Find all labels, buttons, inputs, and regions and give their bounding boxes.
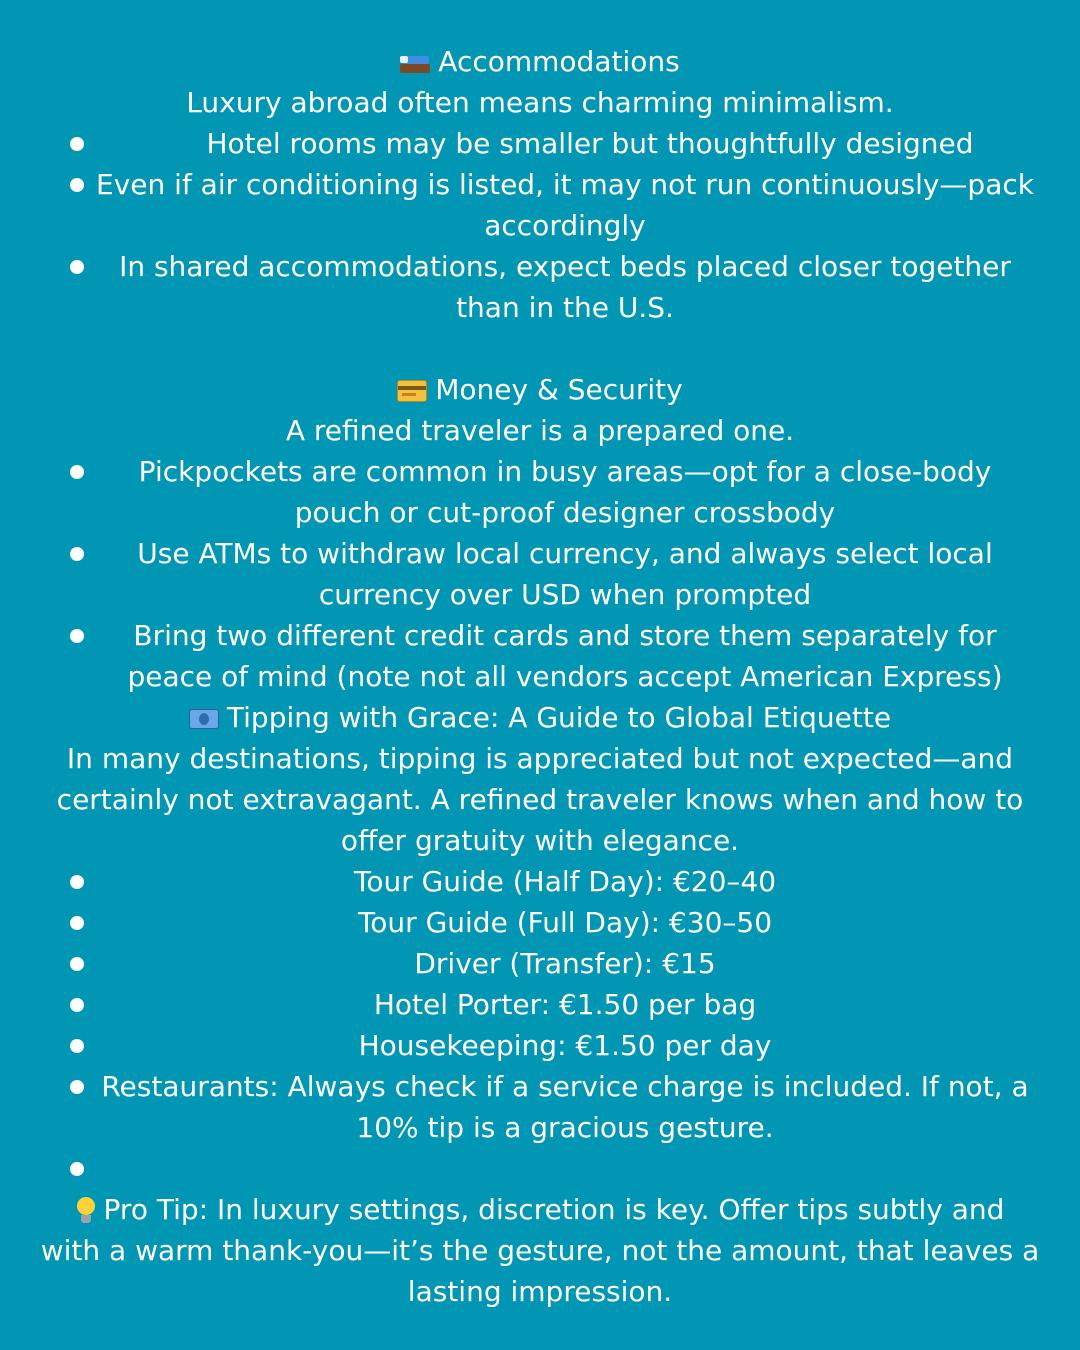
accommodations-intro: Luxury abroad often means charming minimalism.: [186, 86, 894, 119]
list-item: Tour Guide (Half Day): €20–40: [353, 865, 777, 898]
list-item-continuation: peace of mind (note not all vendors accept American Express): [127, 660, 1003, 693]
tipping-intro-line: In many destinations, tipping is appreciated but not expected—and: [66, 742, 1014, 775]
list-item: Hotel Porter: €1.50 per bag: [373, 988, 757, 1021]
list-item: Bring two different credit cards and store them separately for: [133, 619, 997, 652]
money-security-intro: A refined traveler is a prepared one.: [285, 414, 795, 447]
list-item: In shared accommodations, expect beds placed closer together: [119, 250, 1011, 283]
list-item: Driver (Transfer): €15: [414, 947, 716, 980]
tipping-heading: Tipping with Grace: A Guide to Global Etiquette: [0, 697, 1080, 738]
list-item-continuation: than in the U.S.: [456, 291, 674, 324]
pro-tip-line: lasting impression.: [407, 1275, 673, 1308]
money-security-heading: Money & Security: [0, 369, 1080, 410]
empty-bullet: [70, 1162, 84, 1176]
list-item: Pickpockets are common in busy areas—opt for a close-body: [138, 455, 992, 488]
list-item: Housekeeping: €1.50 per day: [358, 1029, 772, 1062]
list-item: Hotel rooms may be smaller but thoughtfully designed: [206, 127, 974, 160]
euro-banknote-icon: [189, 709, 219, 729]
list-item: Restaurants: Always check if a service charge is included. If not, a: [101, 1070, 1029, 1103]
accommodations-heading: Accommodations: [0, 41, 1080, 82]
pro-tip-line: Pro Tip: In luxury settings, discretion is key. Offer tips subtly and: [0, 1189, 1080, 1230]
list-item: Tour Guide (Full Day): €30–50: [357, 906, 773, 939]
tipping-intro-line: offer gratuity with elegance.: [340, 824, 740, 857]
list-item-continuation: currency over USD when prompted: [318, 578, 812, 611]
list-item-continuation: pouch or cut-proof designer crossbody: [294, 496, 836, 529]
list-item-continuation: accordingly: [484, 209, 646, 242]
light-bulb-icon: [76, 1197, 96, 1225]
pro-tip-line: with a warm thank-you—it’s the gesture, not the amount, that leaves a: [40, 1234, 1040, 1267]
bed-icon: [400, 53, 430, 73]
list-item: Even if air conditioning is listed, it may not run continuously—pack: [96, 168, 1034, 201]
credit-card-icon: [397, 380, 427, 402]
list-item: Use ATMs to withdraw local currency, and always select local: [137, 537, 993, 570]
list-item-continuation: 10% tip is a gracious gesture.: [356, 1111, 774, 1144]
tipping-intro-line: certainly not extravagant. A refined traveler knows when and how to: [56, 783, 1024, 816]
